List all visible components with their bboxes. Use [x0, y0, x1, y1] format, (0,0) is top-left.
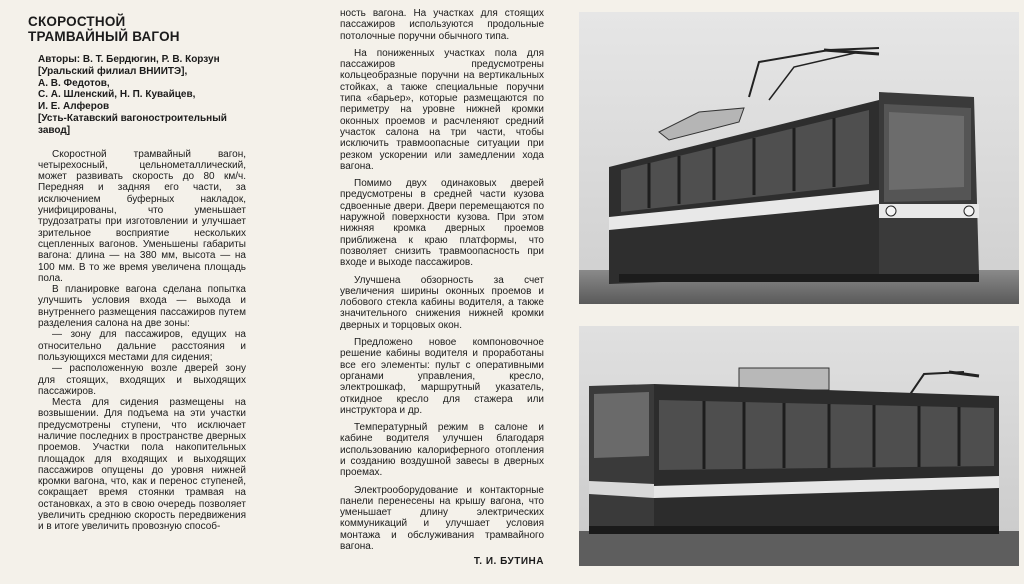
author-line: И. Е. Алферов: [38, 101, 110, 113]
paragraph: ность вагона. На участках для стоящих пассажиров используются продольные потолочные поручни обычного типа.: [340, 8, 544, 42]
paragraph: На пониженных участках пола для пассажиров предусмотрены кольцеобразные поручни на вертикальных стойках, а также специальные поручни типа «барьер», которые размещаются по периметру на уровне нижней кромки оконных проемов и расчленяют средний участок салона на три части, чтобы исключить травмоопасные ситуации при резком ускорении или замедлении хода вагона.: [340, 47, 544, 172]
paragraph: Скоростной трамвайный вагон, четырехосный, цельнометаллический, может развивать скорость до 80 км/ч. Передняя и задняя его части, за исключением буферных накладок, унифицированы, что уменьшает трудозатраты при изготовлении и улучшает зрительное восприятие нескольких сцепленных вагонов. Уменьшены габариты вагона: длина — на 380 мм, высота — на 100 мм. В то же время увеличена площадь пола.: [38, 148, 246, 284]
article-title: СКОРОСТНОЙ ТРАМВАЙНЫЙ ВАГОН: [28, 14, 180, 44]
paragraph: Помимо двух одинаковых дверей предусмотрены в средней части кузова сдвоенные двери. Двери перемещаются по наружной поверхности кузова. При этом нижняя кромка дверных проемов приближена к краю платформы, что позволяет снизить травмоопасность при входе и выходе пассажиров.: [340, 178, 544, 269]
article-authors: [38, 54, 246, 137]
paragraph: Электрооборудование и контакторные панели перенесены на крышу вагона, что уменьшает длину электрических коммуникаций и улучшает условия монтажа и обслуживания трамвайного вагона.: [340, 484, 544, 553]
paragraph: Температурный режим в салоне и кабине водителя улучшен благодаря использованию калориферного отопления и созданию воздушной завесы в дверных проемах.: [340, 422, 544, 479]
article-body-middle: [340, 8, 544, 552]
paragraph: — расположенную возле дверей зону для стоящих, входящих и выходящих пассажиров.: [38, 363, 246, 397]
author-line: [Усть-Катавский вагоностроительный: [38, 112, 227, 124]
tram-photo-rear: [579, 326, 1019, 566]
paragraph: Предложено новое компоновочное решение кабины водителя и проработаны все его элементы: пульт с оперативными органами управления, кресло, электрошкаф, маршрутный указатель, откидное кресло для стажера или инструктора и др.: [340, 337, 544, 416]
paragraph: Улучшена обзорность за счет увеличения ширины оконных проемов и лобового стекла кабины водителя, а также значительного снижения нижней кромки дверных и торцовых окон.: [340, 274, 544, 331]
article-body-left: [38, 149, 246, 533]
paragraph: — зону для пассажиров, едущих на относительно дальние расстояния и пользующихся местами для сидения;: [38, 329, 246, 363]
article-column-middle: [340, 8, 544, 567]
paragraph: В планировке вагона сделана попытка улучшить условия входа — выхода и внутреннего размещения пассажиров путем разделения салона на две зоны:: [38, 284, 246, 330]
author-line: завод]: [38, 124, 71, 136]
article-signature: Т. И. БУТИНА: [473, 556, 544, 568]
article-column-left: [28, 14, 246, 533]
author-line: [Уральский филиал ВНИИТЭ],: [38, 65, 188, 77]
paragraph: Места для сидения размещены на возвышении. Для подъема на эти участки предусмотрены ступени, что исключает наличие последних в пространстве дверных проемов. Участки пола накопительных площадок для входящих и выходящих пассажиров опущены до уровня нижней кромки вагона, что, как и перенос ступеней, сокращает время стоянки трамвая на остановках, а это в свою очередь позволяет увеличить среднюю скорость передвижения и в итоге увеличить провозную способ-: [38, 397, 246, 533]
author-line: А. В. Федотов,: [38, 77, 110, 89]
tram-photo-front: [579, 12, 1019, 304]
author-line: С. А. Шленский, Н. П. Кувайцев,: [38, 89, 196, 101]
author-line: Авторы: В. Т. Бердюгин, Р. В. Корзун: [38, 54, 220, 65]
